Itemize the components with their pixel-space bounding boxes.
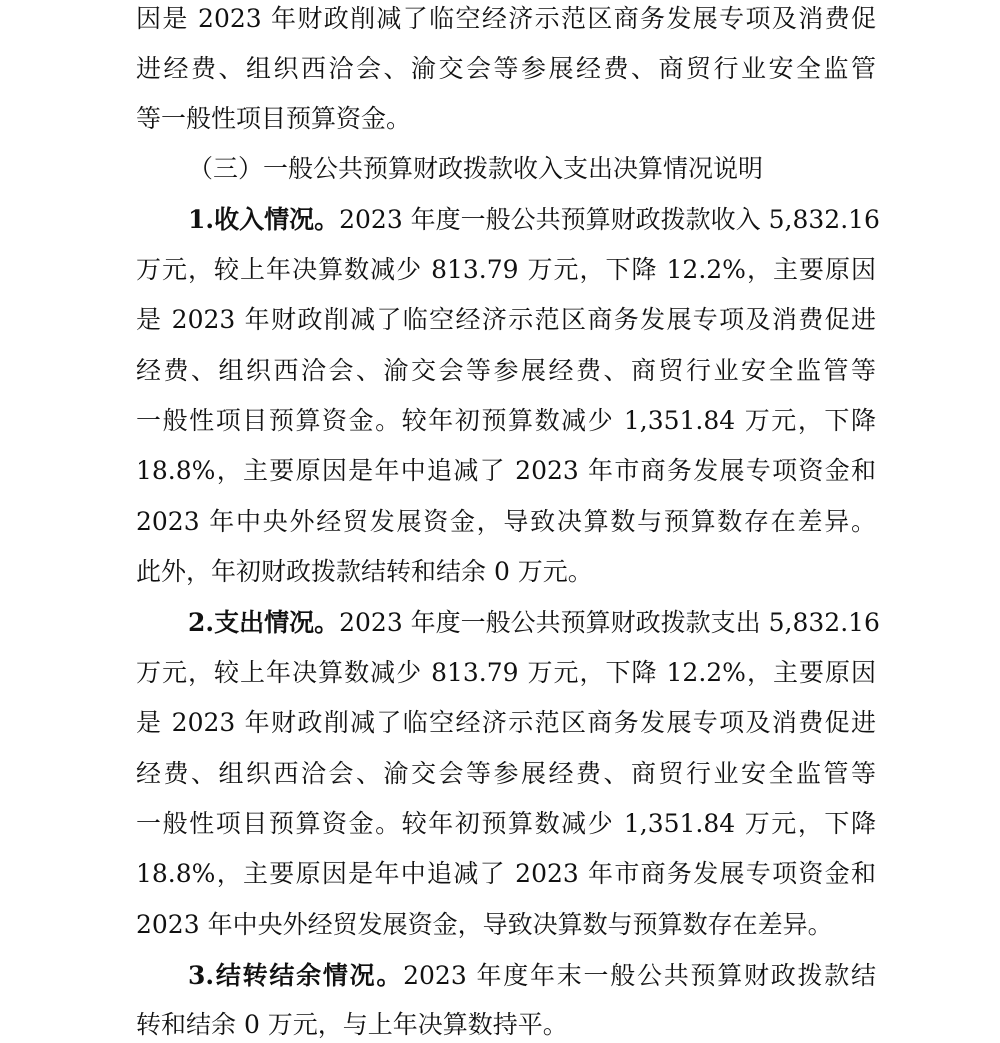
paragraph-line: 进经费、组织西洽会、渝交会等参展经费、商贸行业安全监管 (136, 54, 876, 83)
expense-first-text: 2023 年度一般公共预算财政拨款支出 5,832.16 (339, 608, 880, 637)
paragraph-line: 等一般性项目预算资金。 (136, 104, 412, 133)
paragraph-line: 2023 年中央外经贸发展资金，导致决算数与预算数存在差异。 (136, 507, 876, 536)
balance-lead: 3.结转结余情况。 (188, 961, 404, 990)
expense-lead: 2.支出情况。 (188, 608, 340, 637)
balance-first-text: 2023 年度年末一般公共预算财政拨款结 (403, 961, 876, 990)
expense-first-line (188, 605, 880, 641)
paragraph-line: 经费、组织西洽会、渝交会等参展经费、商贸行业安全监管等 (136, 356, 876, 385)
income-lead: 1.收入情况。 (188, 205, 340, 234)
paragraph-line: 一般性项目预算资金。较年初预算数减少 1,351.84 万元，下降 (136, 809, 876, 838)
paragraph-line: 万元，较上年决算数减少 813.79 万元，下降 12.2%，主要原因 (136, 658, 876, 687)
paragraph-line: 18.8%，主要原因是年中追减了 2023 年市商务发展专项资金和 (136, 456, 876, 485)
income-first-line (188, 202, 880, 238)
paragraph-line: 18.8%，主要原因是年中追减了 2023 年市商务发展专项资金和 (136, 859, 876, 888)
paragraph-line: 2023 年中央外经贸发展资金，导致决算数与预算数存在差异。 (136, 910, 833, 939)
paragraph-line: 是 2023 年财政削减了临空经济示范区商务发展专项及消费促进 (136, 305, 876, 334)
paragraph-line: 转和结余 0 万元，与上年决算数持平。 (136, 1010, 568, 1039)
paragraph-line: 万元，较上年决算数减少 813.79 万元，下降 12.2%，主要原因 (136, 255, 876, 284)
balance-first-line (188, 958, 876, 994)
paragraph-line: 此外，年初财政拨款结转和结余 0 万元。 (136, 557, 593, 586)
section-heading: （三）一般公共预算财政拨款收入支出决算情况说明 (188, 154, 764, 183)
paragraph-line: 因是 2023 年财政削减了临空经济示范区商务发展专项及消费促 (136, 4, 876, 33)
income-first-text: 2023 年度一般公共预算财政拨款收入 5,832.16 (339, 205, 880, 234)
paragraph-line: 一般性项目预算资金。较年初预算数减少 1,351.84 万元，下降 (136, 406, 876, 435)
paragraph-line: 是 2023 年财政削减了临空经济示范区商务发展专项及消费促进 (136, 708, 876, 737)
paragraph-line: 经费、组织西洽会、渝交会等参展经费、商贸行业安全监管等 (136, 759, 876, 788)
